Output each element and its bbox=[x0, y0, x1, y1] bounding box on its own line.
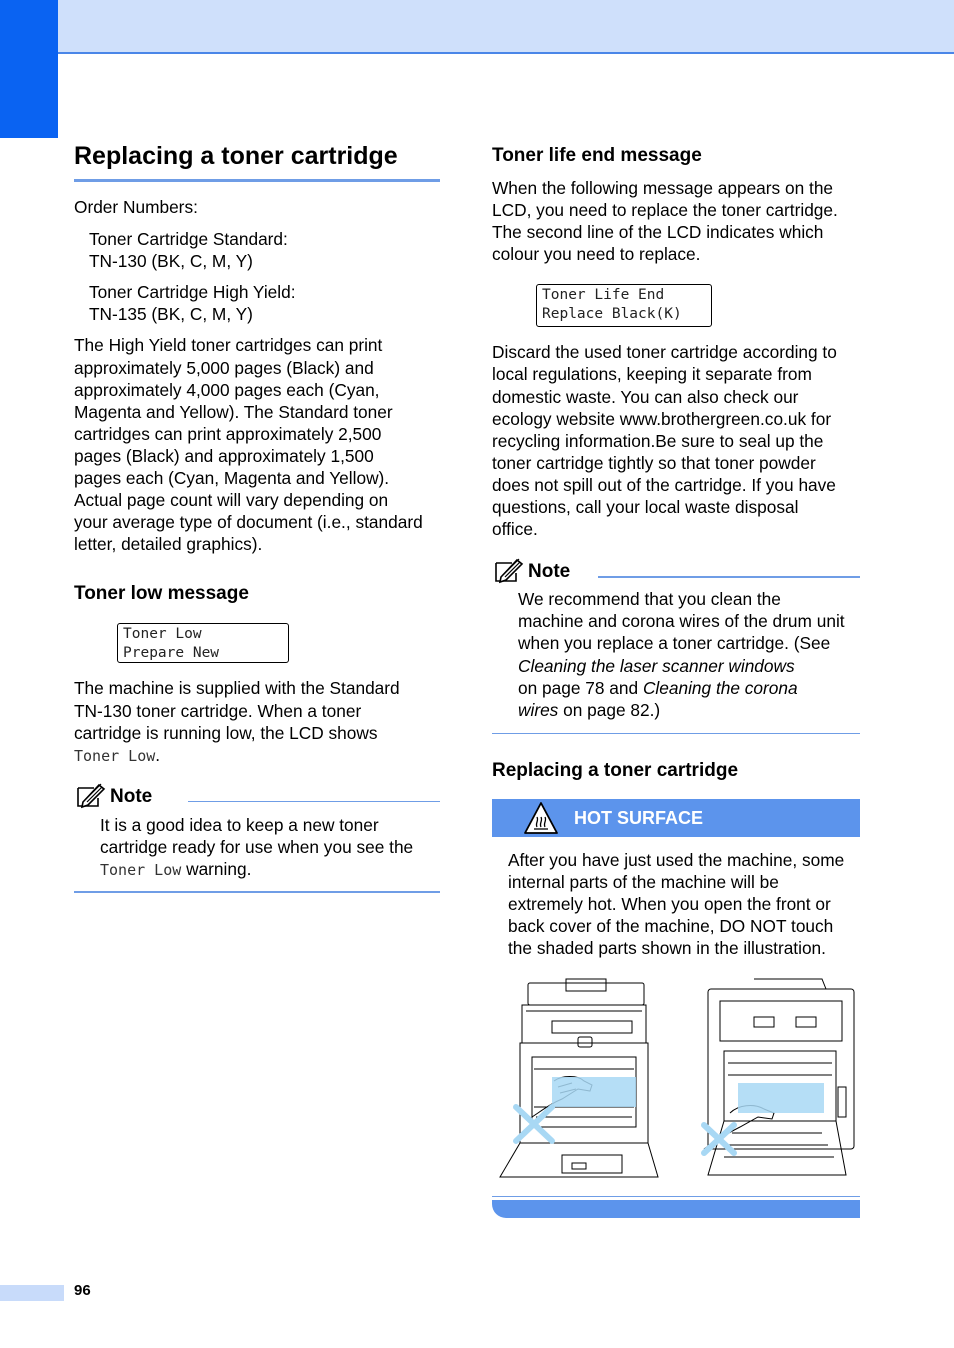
lcd-toner-low bbox=[117, 623, 289, 663]
discard-line: questions, call your local waste disposal bbox=[492, 497, 799, 518]
chapter-tab bbox=[0, 0, 58, 138]
note-line-end: warning. bbox=[181, 858, 252, 879]
yield-line: cartridges can print approximately 2,500 bbox=[74, 423, 382, 444]
yield-line: approximately 5,000 pages (Black) and bbox=[74, 357, 374, 378]
discard-line: recycling information.Be sure to seal up the bbox=[492, 430, 824, 451]
warning-line: back cover of the machine, DO NOT touch bbox=[508, 916, 834, 937]
yield-line: your average type of document (i.e., standard bbox=[74, 512, 423, 533]
note-header bbox=[492, 557, 860, 585]
order-label: Order Numbers: bbox=[74, 197, 198, 217]
note-box-left bbox=[74, 782, 440, 893]
note-bottom-rule bbox=[74, 891, 440, 893]
discard-line: local regulations, keeping it separate from bbox=[492, 364, 812, 385]
order-list bbox=[74, 228, 440, 325]
do-not-touch-mark-left bbox=[516, 1107, 552, 1141]
discard-paragraph bbox=[492, 341, 860, 540]
note-header bbox=[74, 782, 440, 810]
warning-line: the shaded parts shown in the illustration. bbox=[508, 938, 826, 959]
note-line bbox=[518, 699, 860, 721]
hot-area-back bbox=[738, 1083, 824, 1113]
yield-line: letter, detailed graphics). bbox=[74, 534, 263, 555]
reference-laser-scanner: Cleaning the laser scanner windows bbox=[518, 655, 795, 676]
yield-line: The High Yield toner cartridges can print bbox=[74, 335, 383, 356]
warning-bottom-rule bbox=[492, 1196, 860, 1197]
end-line: colour you need to replace. bbox=[492, 244, 701, 265]
toner-low-heading: Toner low message bbox=[74, 583, 249, 605]
note-title: Note bbox=[528, 561, 571, 583]
end-line: The second line of the LCD indicates which bbox=[492, 222, 824, 243]
discard-line: ecology website www.brothergreen.co.uk for bbox=[492, 408, 832, 429]
yield-line: pages each (Cyan, Magenta and Yellow). bbox=[74, 468, 390, 489]
note-line bbox=[518, 677, 860, 699]
lcd-line-2: Replace Black(K) bbox=[542, 306, 682, 323]
lcd-inline-text: Toner Low bbox=[74, 746, 156, 765]
end-line: When the following message appears on the bbox=[492, 178, 834, 198]
lcd-toner-end bbox=[536, 284, 712, 327]
note-line: We recommend that you clean the bbox=[518, 589, 781, 610]
supplied-line-4 bbox=[74, 744, 440, 767]
printer-hot-parts-illustration bbox=[492, 977, 860, 1192]
yield-paragraph bbox=[74, 334, 440, 555]
lcd-line-2: Prepare New bbox=[123, 645, 220, 662]
note-title: Note bbox=[110, 785, 153, 807]
supplied-line: TN-130 toner cartridge. When a toner bbox=[74, 700, 362, 721]
note-rule bbox=[598, 576, 860, 578]
discard-line: office. bbox=[492, 519, 538, 540]
yield-line: pages (Black) and approximately 1,500 bbox=[74, 445, 374, 466]
note-body bbox=[74, 814, 440, 881]
note-line: when you replace a toner cartridge. (See bbox=[518, 633, 831, 654]
note-pencil-icon bbox=[74, 782, 106, 810]
discard-line: toner cartridge tightly so that toner powder bbox=[492, 452, 816, 473]
note-text: on page 82.) bbox=[558, 699, 661, 720]
supplied-paragraph bbox=[74, 677, 440, 766]
section-title: Replacing a toner cartridge bbox=[74, 142, 440, 182]
yield-line: Actual page count will vary depending on bbox=[74, 490, 389, 511]
warning-title: HOT SURFACE bbox=[574, 807, 704, 828]
reference-corona-wires-end: wires bbox=[518, 699, 559, 720]
yield-line: Magenta and Yellow). The Standard toner bbox=[74, 401, 393, 422]
note-pencil-icon bbox=[492, 557, 524, 585]
note-line: machine and corona wires of the drum unit bbox=[518, 611, 845, 632]
lcd-line-1: Toner Life End bbox=[542, 287, 665, 304]
hot-area-front bbox=[552, 1077, 636, 1107]
end-line: LCD, you need to replace the toner cartridge. bbox=[492, 200, 838, 221]
lcd-line-1: Toner Low bbox=[123, 626, 202, 643]
footer-tab bbox=[0, 1285, 64, 1301]
note-box-right bbox=[492, 557, 860, 734]
note-line bbox=[518, 655, 860, 677]
replacing-heading: Replacing a toner cartridge bbox=[492, 759, 739, 781]
order-item-2-line2: TN-135 (BK, C, M, Y) bbox=[89, 304, 253, 325]
warning-line: internal parts of the machine will be bbox=[508, 871, 779, 892]
hot-surface-warning-icon bbox=[523, 801, 559, 835]
order-item-2-line1: Toner Cartridge High Yield: bbox=[89, 282, 296, 303]
reference-corona-wires: Cleaning the corona bbox=[642, 677, 798, 698]
note-bottom-rule bbox=[492, 733, 860, 734]
discard-line: Discard the used toner cartridge according to bbox=[492, 342, 837, 363]
warning-line: After you have just used the machine, some bbox=[508, 849, 845, 870]
lcd-inline-text: Toner Low bbox=[100, 860, 182, 879]
order-item-1-line2: TN-130 (BK, C, M, Y) bbox=[89, 251, 253, 272]
note-text: on page 78 and bbox=[518, 677, 643, 698]
warning-paragraph bbox=[492, 849, 860, 959]
note-line: It is a good idea to keep a new toner bbox=[100, 814, 379, 835]
note-line-3 bbox=[100, 858, 440, 881]
toner-end-heading: Toner life end message bbox=[492, 145, 702, 166]
warning-line: extremely hot. When you open the front or bbox=[508, 893, 831, 914]
supplied-line: cartridge is running low, the LCD shows bbox=[74, 722, 378, 743]
yield-line: approximately 4,000 pages each (Cyan, bbox=[74, 379, 380, 400]
note-rule bbox=[188, 801, 440, 803]
discard-line: domestic waste. You can also check our bbox=[492, 386, 799, 407]
right-column bbox=[492, 145, 860, 1218]
page-number: 96 bbox=[74, 1282, 91, 1299]
note-body bbox=[492, 588, 860, 721]
end-paragraph bbox=[492, 177, 860, 265]
warning-bottom-bar bbox=[492, 1200, 860, 1218]
hot-surface-bar bbox=[492, 799, 860, 837]
order-item-1-line1: Toner Cartridge Standard: bbox=[89, 229, 288, 250]
header-band bbox=[0, 0, 954, 54]
supplied-line: The machine is supplied with the Standard bbox=[74, 678, 400, 699]
sentence-end: . bbox=[155, 744, 161, 765]
left-column bbox=[74, 142, 440, 893]
discard-line: does not spill out of the cartridge. If you have bbox=[492, 474, 836, 495]
note-line: cartridge ready for use when you see the bbox=[100, 836, 414, 857]
